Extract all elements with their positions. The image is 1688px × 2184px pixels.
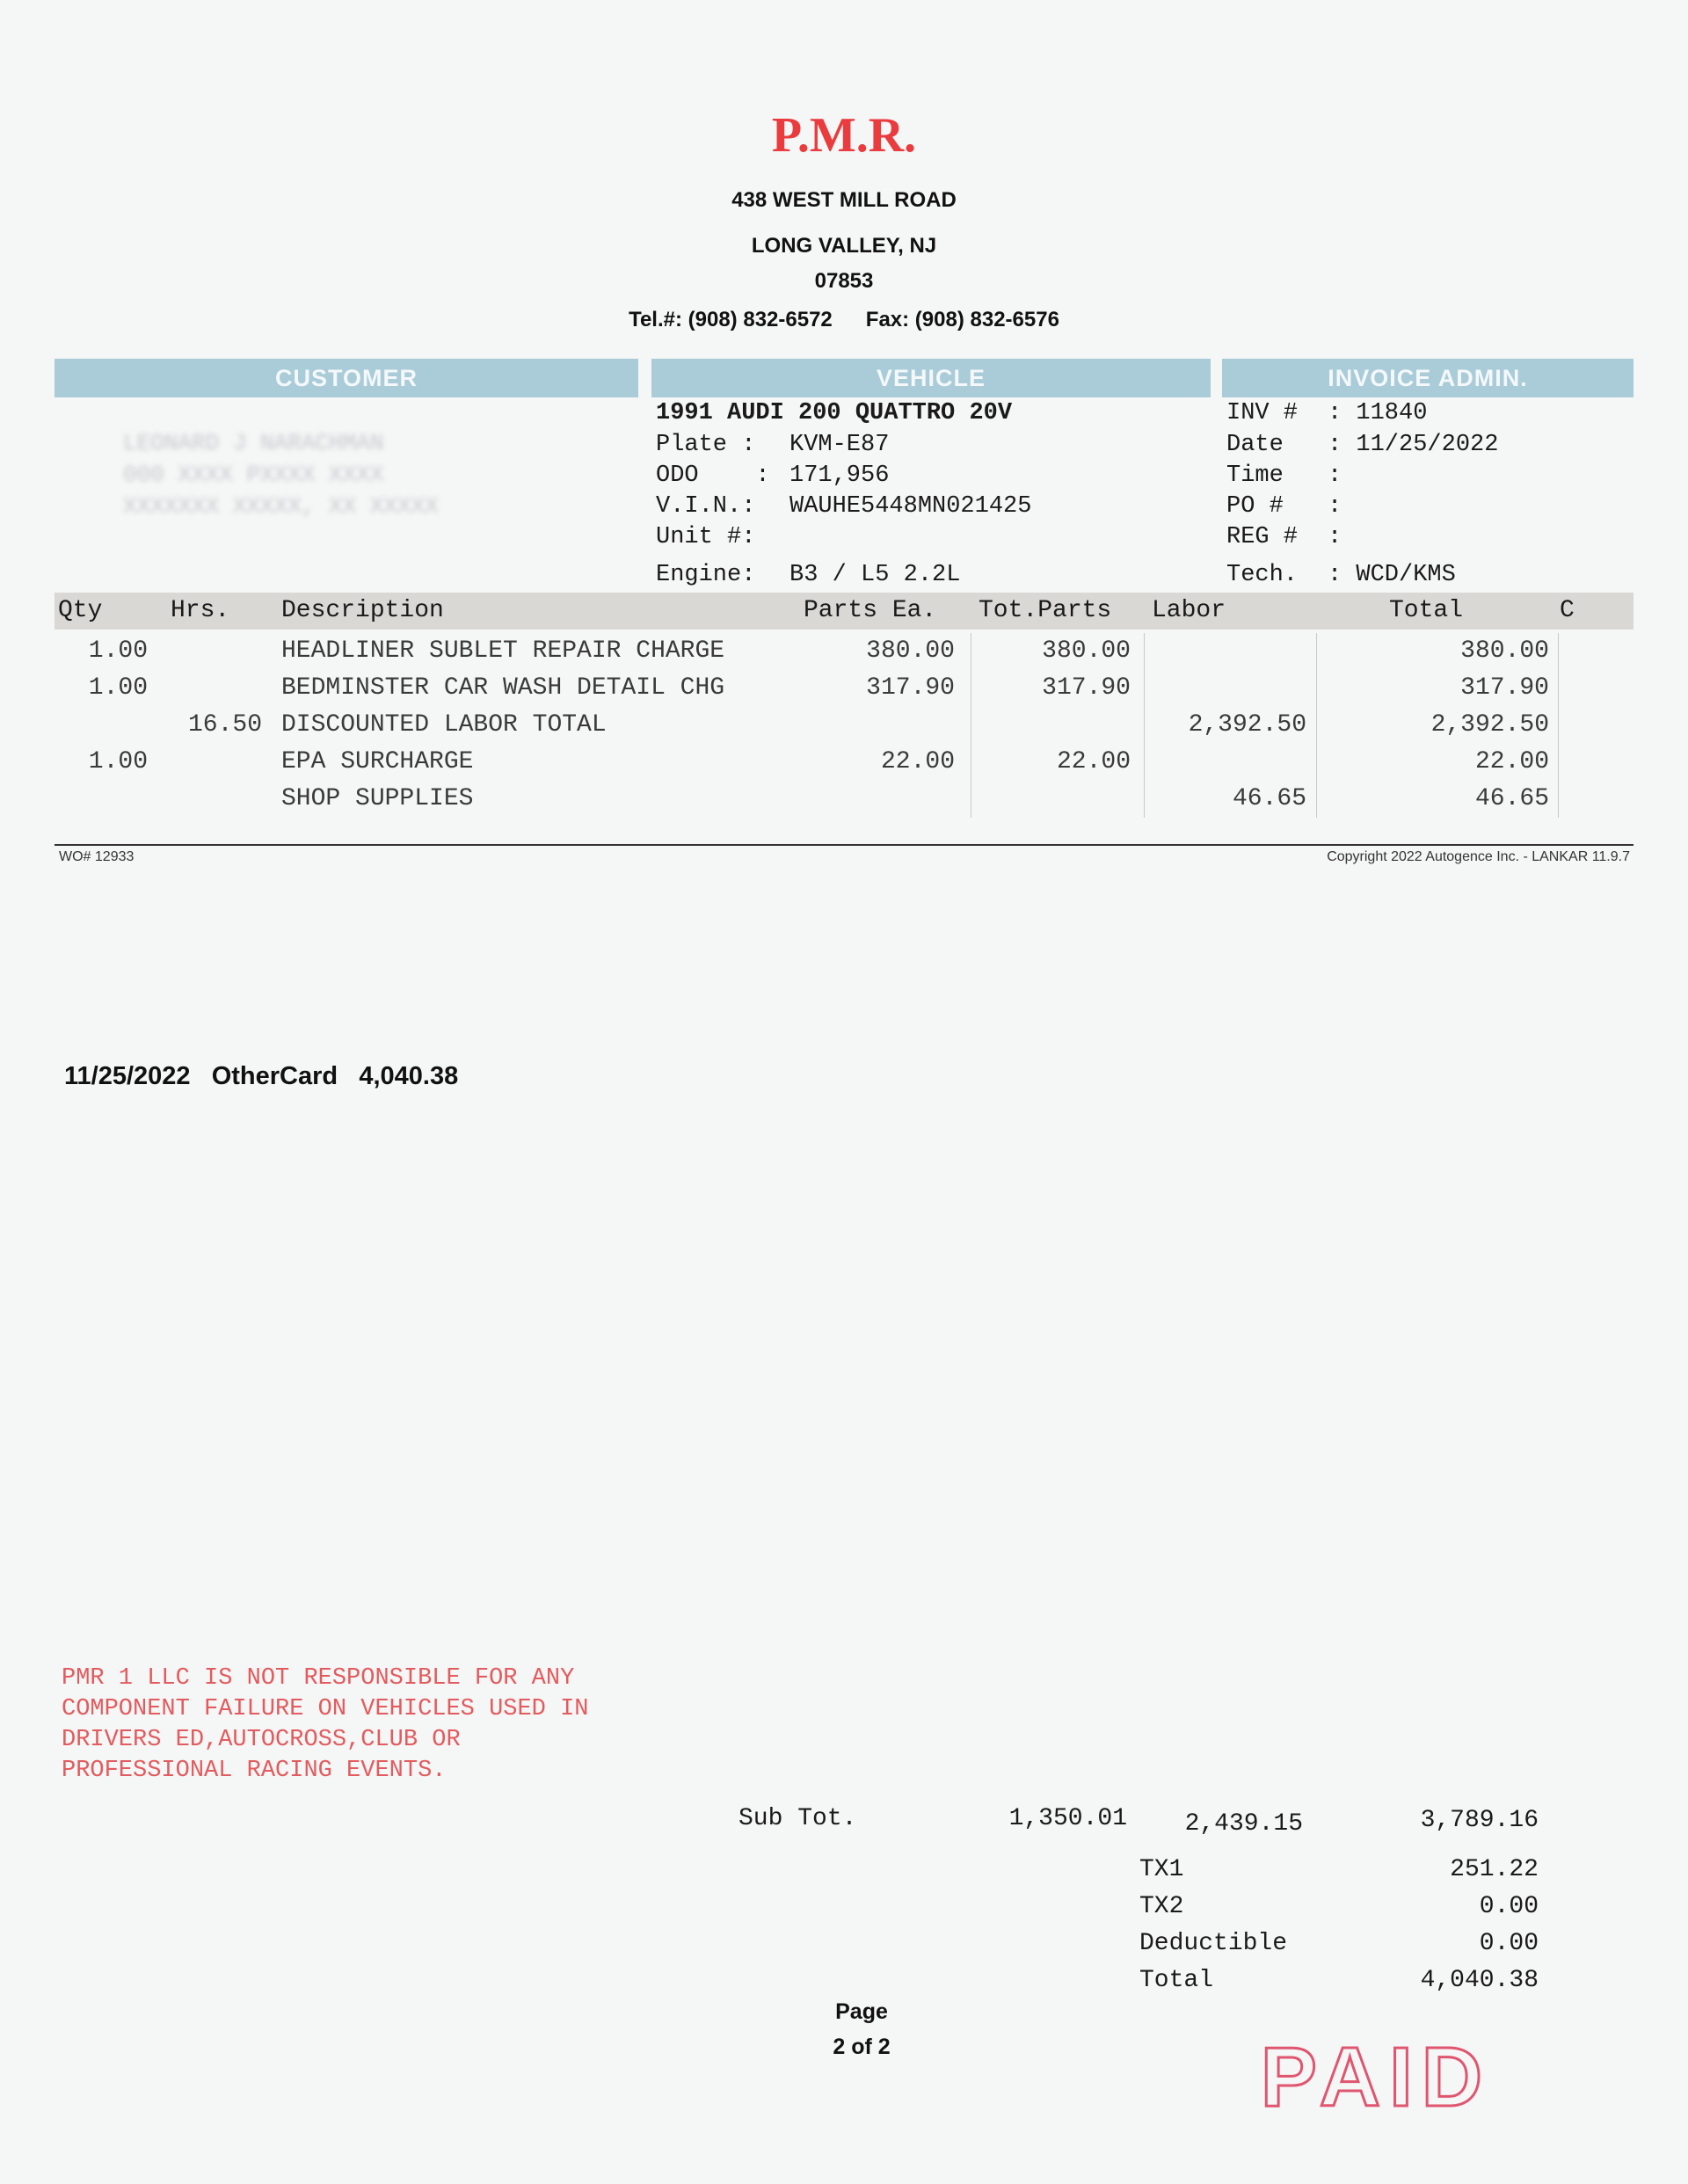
row-labor: 46.65	[1232, 785, 1306, 812]
invoice-date-label: Date	[1226, 432, 1284, 458]
row-total-parts: 317.90	[1042, 674, 1131, 702]
shop-zip: 07853	[814, 269, 874, 293]
tax2-label: TX2	[1139, 1893, 1184, 1920]
invoice-number: : 11840	[1328, 400, 1428, 426]
subtotal-parts: 1,350.01	[1008, 1805, 1127, 1832]
disclaimer-line: COMPONENT FAILURE ON VEHICLES USED IN	[62, 1696, 589, 1722]
row-hrs	[158, 744, 262, 781]
row-parts-each	[809, 707, 955, 744]
page-label: Page	[835, 1999, 888, 2024]
payment-amount: 4,040.38	[359, 1062, 459, 1090]
vehicle-description: 1991 AUDI 200 QUATTRO 20V	[656, 400, 1013, 426]
payment-method: OtherCard	[211, 1062, 338, 1090]
row-labor	[1152, 744, 1306, 781]
invoice-time-label: Time	[1226, 462, 1284, 489]
shop-address-line2: LONG VALLEY, NJ	[751, 234, 937, 258]
shop-tel: Tel.#: (908) 832-6572	[629, 308, 833, 331]
column-c: C	[1560, 597, 1575, 624]
row-description: BEDMINSTER CAR WASH DETAIL CHG	[281, 674, 725, 702]
grand-total-value: 4,040.38	[1420, 1967, 1539, 1994]
row-labor	[1152, 633, 1306, 670]
column-total: Total	[1389, 597, 1464, 624]
vehicle-vin: WAUHE5448MN021425	[789, 493, 1032, 520]
row-total: 380.00	[1460, 637, 1549, 665]
invoice-po: :	[1328, 493, 1342, 520]
invoice-tech-label: Tech.	[1226, 562, 1299, 588]
row-hrs	[158, 670, 262, 707]
column-total-parts: Tot.Parts	[979, 597, 1112, 624]
copyright-notice: Copyright 2022 Autogence Inc. - LANKAR 11.9.7	[1327, 849, 1630, 864]
page-number: 2 of 2	[833, 2035, 891, 2059]
grand-total-label: Total	[1139, 1967, 1214, 1994]
row-parts-each: 380.00	[866, 637, 955, 665]
vehicle-plate: KVM-E87	[789, 432, 890, 458]
work-order-number: WO# 12933	[59, 849, 135, 864]
row-description: EPA SURCHARGE	[281, 748, 474, 775]
invoice-time: :	[1328, 462, 1342, 489]
tax1-value: 251.22	[1450, 1856, 1539, 1883]
shop-address-line1: 438 WEST MILL ROAD	[731, 188, 957, 212]
tax1-label: TX1	[1139, 1856, 1184, 1883]
column-labor: Labor	[1152, 597, 1226, 624]
shop-name: P.M.R.	[771, 108, 917, 163]
shop-contact	[0, 308, 1688, 332]
customer-details	[123, 427, 439, 522]
payment-line	[64, 1062, 458, 1091]
row-total-parts	[985, 781, 1131, 818]
vehicle-plate-label: Plate :	[656, 432, 756, 458]
row-labor	[1152, 670, 1306, 707]
shop-fax: Fax: (908) 832-6576	[865, 308, 1059, 331]
column-hrs: Hrs.	[171, 597, 230, 624]
disclaimer	[62, 1663, 589, 1787]
paid-stamp	[1233, 2037, 1519, 2113]
row-total-parts	[985, 707, 1131, 744]
row-total-parts: 22.00	[1056, 748, 1131, 775]
vehicle-engine: B3 / L5 2.2L	[789, 562, 961, 588]
row-hrs	[158, 781, 262, 818]
row-total: 317.90	[1460, 674, 1549, 702]
payment-date: 11/25/2022	[64, 1062, 191, 1090]
row-qty: 1.00	[88, 637, 148, 665]
vehicle-vin-label: V.I.N.:	[656, 493, 756, 520]
row-hrs	[158, 633, 262, 670]
column-qty: Qty	[58, 597, 103, 624]
row-parts-each: 22.00	[880, 748, 955, 775]
column-description: Description	[281, 597, 444, 624]
row-description: DISCOUNTED LABOR TOTAL	[281, 711, 607, 739]
invoice-tech: : WCD/KMS	[1328, 562, 1456, 588]
customer-name: LEONARD J NARACHMAN	[123, 430, 384, 456]
vehicle-odo: 171,956	[789, 462, 890, 489]
deductible-value: 0.00	[1479, 1930, 1539, 1957]
tax2-value: 0.00	[1479, 1893, 1539, 1920]
invoice-date: : 11/25/2022	[1328, 432, 1499, 458]
customer-section-header: CUSTOMER	[55, 359, 638, 397]
row-qty	[53, 707, 148, 744]
row-parts-each: 317.90	[866, 674, 955, 702]
row-qty: 1.00	[88, 748, 148, 775]
row-description: SHOP SUPPLIES	[281, 785, 474, 812]
invoice-reg-label: REG #	[1226, 524, 1299, 550]
row-labor: 2,392.50	[1188, 711, 1306, 739]
vehicle-section-header: VEHICLE	[651, 359, 1211, 397]
row-qty: 1.00	[88, 674, 148, 702]
row-total: 22.00	[1474, 748, 1549, 775]
column-divider	[1316, 633, 1317, 818]
vehicle-odo-label: ODO :	[656, 462, 770, 489]
row-parts-each	[809, 781, 955, 818]
subtotal-labor: 2,439.15	[1184, 1810, 1303, 1838]
paid-stamp-text: PAID	[1260, 2037, 1492, 2113]
column-divider	[1144, 633, 1145, 818]
row-total-parts: 380.00	[1042, 637, 1131, 665]
deductible-label: Deductible	[1139, 1930, 1288, 1957]
column-divider	[1558, 633, 1559, 818]
invoice-number-label: INV #	[1226, 400, 1299, 426]
vehicle-engine-label: Engine:	[656, 562, 756, 588]
subtotal-label: Sub Tot.	[738, 1805, 857, 1832]
row-hrs: 16.50	[187, 711, 262, 739]
paid-stamp-outline	[1261, 2037, 1491, 2113]
invoice-reg: :	[1328, 524, 1342, 550]
invoice-po-label: PO #	[1226, 493, 1284, 520]
subtotal-total: 3,789.16	[1420, 1807, 1539, 1834]
row-total: 2,392.50	[1430, 711, 1549, 739]
customer-city: XXXXXXX XXXXX, XX XXXXX	[123, 493, 439, 520]
column-parts-each: Parts Ea.	[804, 597, 937, 624]
row-qty	[53, 781, 148, 818]
vehicle-unit-label: Unit #:	[656, 524, 756, 550]
disclaimer-line: DRIVERS ED,AUTOCROSS,CLUB OR	[62, 1727, 461, 1753]
row-description: HEADLINER SUBLET REPAIR CHARGE	[281, 637, 725, 665]
customer-street: 000 XXXX PXXXX XXXX	[123, 462, 384, 488]
row-total: 46.65	[1474, 785, 1549, 812]
disclaimer-line: PMR 1 LLC IS NOT RESPONSIBLE FOR ANY	[62, 1665, 575, 1692]
table-bottom-rule	[55, 844, 1633, 846]
invoice-admin-section-header: INVOICE ADMIN.	[1222, 359, 1633, 397]
disclaimer-line: PROFESSIONAL RACING EVENTS.	[62, 1758, 447, 1784]
